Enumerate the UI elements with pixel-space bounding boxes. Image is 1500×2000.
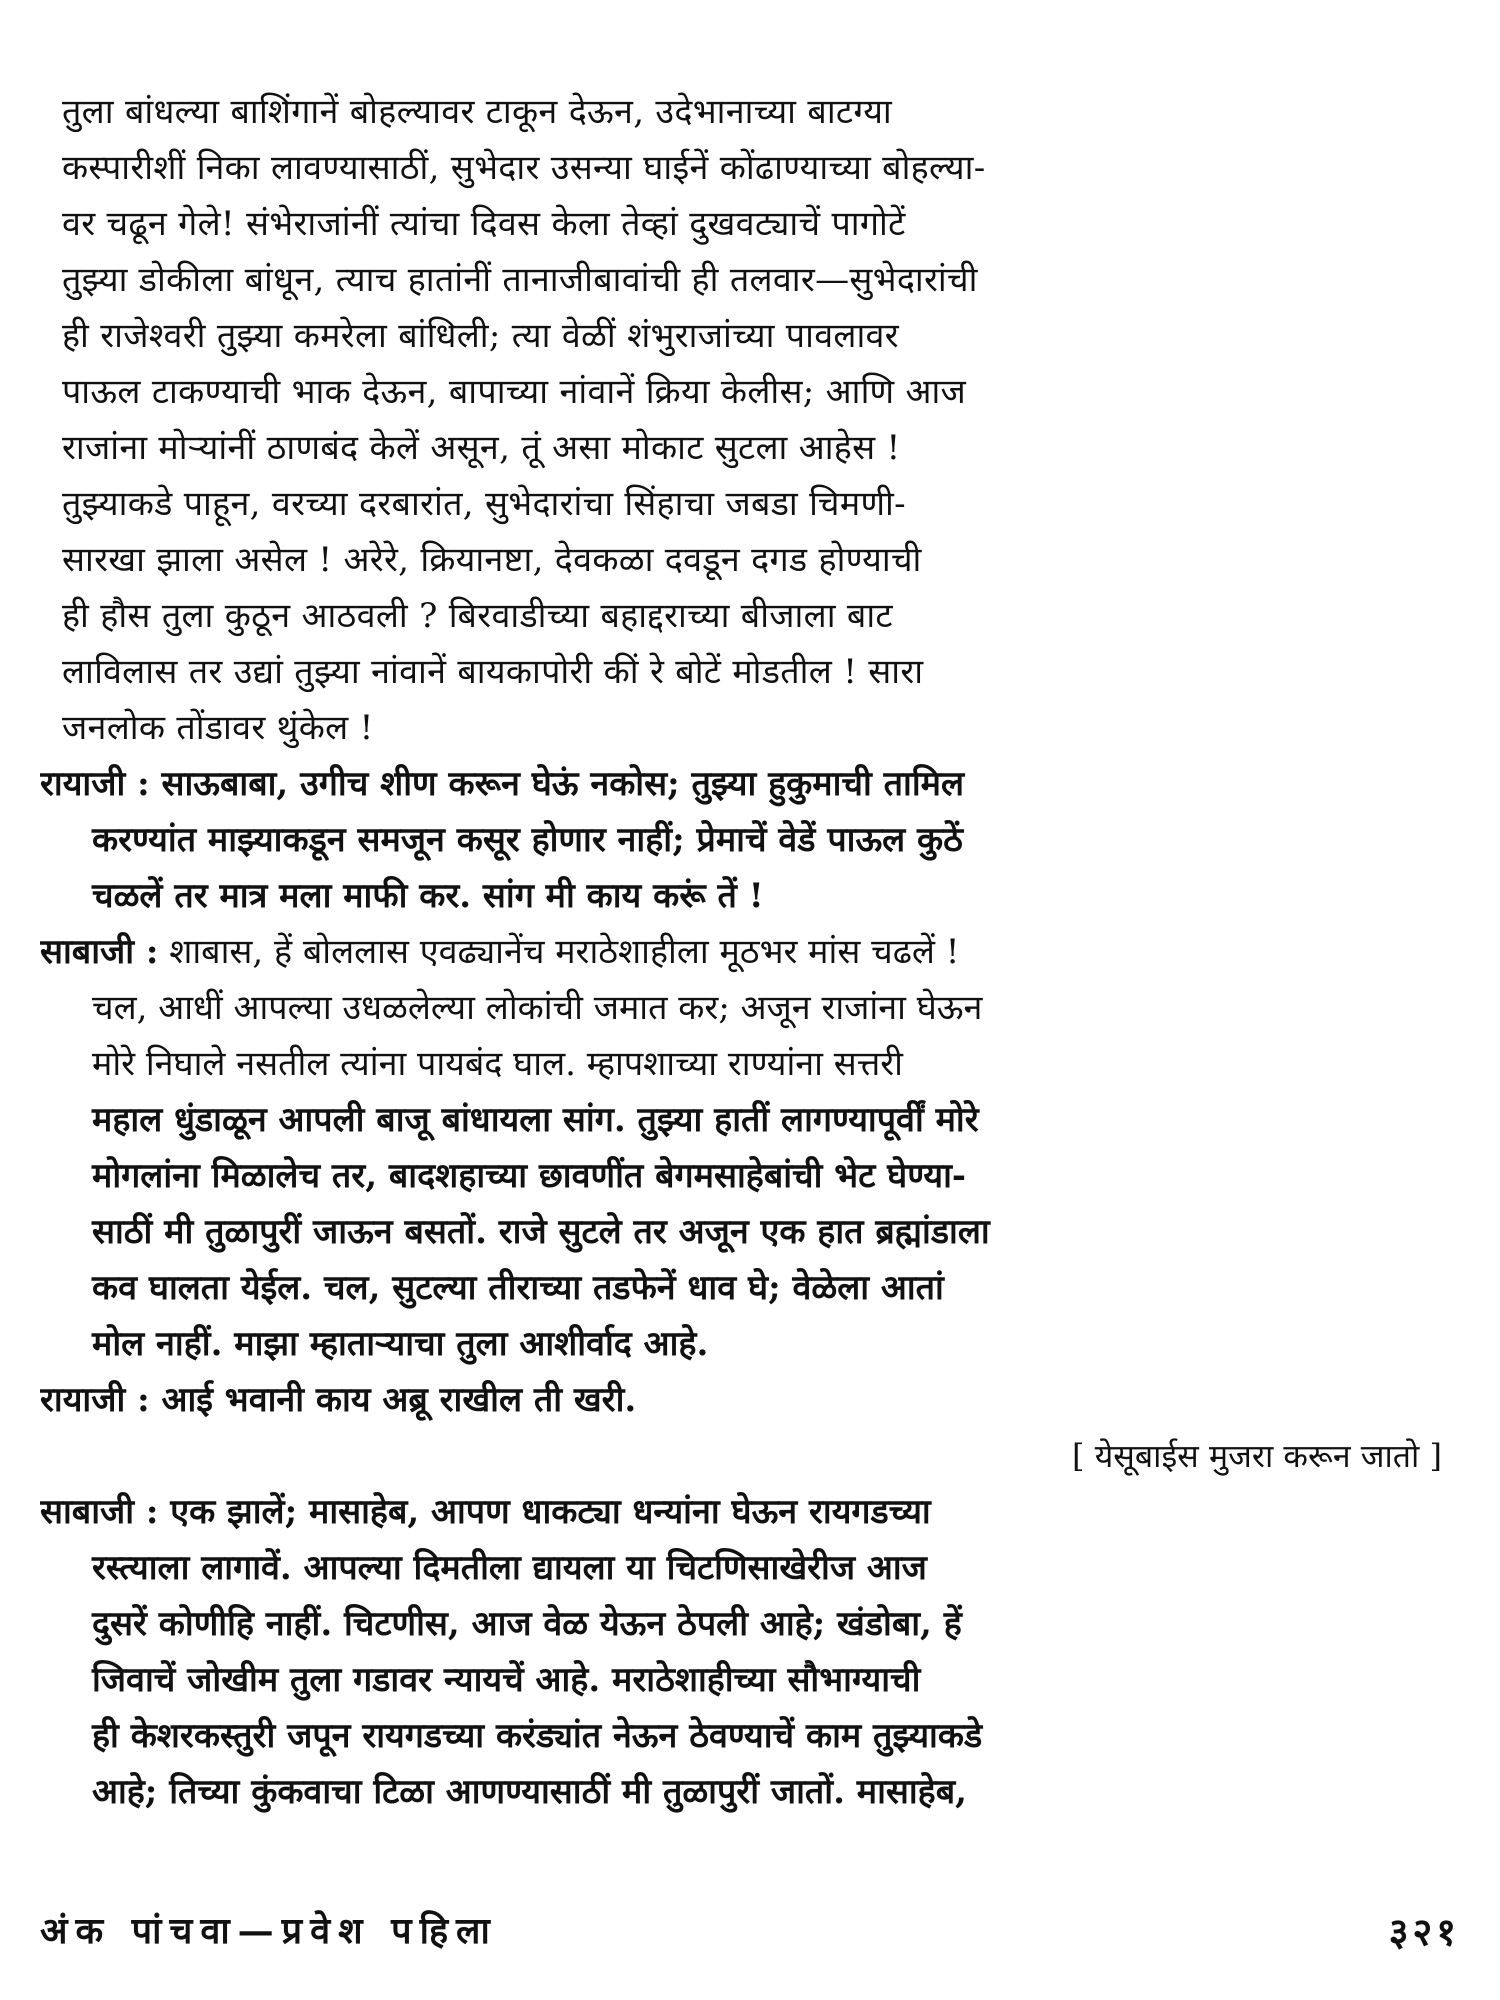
text-line: तुझ्या डोकीला बांधून, त्याच हातांनीं तानाजीबावांची ही तलवार—सुभेदारांची <box>62 260 978 300</box>
text-line: ही राजेश्वरी तुझ्या कमरेला बांधिली; त्या वेळीं शंभुराजांच्या पावलावर <box>62 316 899 356</box>
dialogue-line: करण्यांत माझ्याकडून समजून कसूर होणार नाहीं; प्रेमाचें वेडें पाऊल कुठें <box>92 820 963 860</box>
dialogue-text: आई भवानी काय अब्रू राखील ती खरी. <box>161 1380 637 1420</box>
speaker-name: रायाजी : <box>40 764 150 804</box>
text-line: राजांना मोऱ्यांनीं ठाणबंद केलें असून, तूं असा मोकाट सुटला आहेस ! <box>62 428 901 468</box>
dialogue-line: साठीं मी तुळापुरीं जाऊन बसतों. राजे सुटले तर अजून एक हात ब्रह्मांडाला <box>92 1212 990 1252</box>
dialogue-line: मोल नाहीं. माझा म्हाताऱ्याचा तुला आशीर्वाद आहे. <box>92 1324 709 1364</box>
dialogue-line: कव घालता येईल. चल, सुटल्या तीराच्या तडफेनें धाव घे; वेळेला आतां <box>92 1268 944 1308</box>
text-line: कस्पारीशीं निका लावण्यासाठीं, सुभेदार उसन्या घाईनें कोंढाण्याच्या बोहल्या- <box>62 148 986 188</box>
dialogue-line: मोरे निघाले नसतील त्यांना पायबंद घाल. म्हापशाच्या राण्यांना सत्तरी <box>92 1044 903 1084</box>
dialogue-line: आहे; तिच्या कुंकवाचा टिळा आणण्यासाठीं मी तुळापुरीं जातों. मासाहेब, <box>92 1772 967 1812</box>
speaker-name: साबाजी : <box>40 1492 159 1532</box>
dialogue-line: चळलें तर मात्र मला माफी कर. सांग मी काय करूं तें ! <box>92 876 764 916</box>
text-line: जनलोक तोंडावर थुंकेल ! <box>62 708 374 748</box>
dialogue-text: शाबास, हें बोललास एवढ्यानेंच मराठेशाहीला मूठभर मांस चढलें ! <box>169 932 960 972</box>
speaker-name: रायाजी : <box>40 1380 150 1420</box>
dialogue-line: जिवाचें जोखीम तुला गडावर न्यायचें आहे. मराठेशाहीच्या सौभाग्याची <box>92 1660 921 1700</box>
text-line: सारखा झाला असेल ! अरेरे, क्रियानष्टा, देवकळा दवडून दगड होण्याची <box>62 540 922 580</box>
dialogue-first-line <box>40 1372 1452 1428</box>
dialogue-line: मोगलांना मिळालेच तर, बादशहाच्या छावणींत बेगमसाहेबांची भेट घेण्या- <box>92 1156 967 1196</box>
dialogue-line: रस्त्याला लागावें. आपल्या दिमतीला द्यायला या चिटणिसाखेरीज आज <box>92 1548 927 1588</box>
dialogue-line: महाल धुंडाळून आपली बाजू बांधायला सांग. तुझ्या हातीं लागण्यापूर्वीं मोरे <box>92 1100 979 1140</box>
dialogue-first-line <box>40 1484 1452 1540</box>
dialogue-first-line <box>40 756 1452 812</box>
page-number: ३२१ <box>1388 1909 1460 1954</box>
play-text <box>40 84 1452 1820</box>
text-line: पाऊल टाकण्याची भाक देऊन, बापाच्या नांवानें क्रिया केलीस; आणि आज <box>62 372 967 412</box>
text-line: वर चढून गेले! संभेराजांनीं त्यांचा दिवस केला तेव्हां दुखवट्याचें पागोटें <box>62 204 906 244</box>
dialogue-line: चल, आधीं आपल्या उधळलेल्या लोकांची जमात कर; अजून राजांना घेऊन <box>92 988 983 1028</box>
text-line: तुझ्याकडे पाहून, वरच्या दरबारांत, सुभेदारांचा सिंहाचा जबडा चिमणी- <box>62 484 906 524</box>
dialogue-line: दुसरें कोणीहि नाहीं. चिटणीस, आज वेळ येऊन ठेपली आहे; खंडोबा, हें <box>92 1604 962 1644</box>
text-line: ही हौस तुला कुठून आठवली ? बिरवाडीच्या बहाद्दराच्या बीजाला बाट <box>62 596 893 636</box>
dialogue-rayaji-1 <box>40 756 1452 924</box>
dialogue-sabaji-2 <box>40 1484 1452 1820</box>
dialogue-line: ही केशरकस्तुरी जपून रायगडच्या करंड्यांत नेऊन ठेवण्याचें काम तुझ्याकडे <box>92 1716 983 1756</box>
dialogue-first-line <box>40 924 1452 980</box>
dialogue-rayaji-2 <box>40 1372 1452 1428</box>
dialogue-text: एक झालें; मासाहेब, आपण धाकट्या धन्यांना घेऊन रायगडच्या <box>170 1492 931 1532</box>
stage-direction: [ येसूबाईस मुजरा करून जातो ] <box>1072 1437 1442 1475</box>
page-footer <box>40 1905 1460 1955</box>
dialogue-text: साऊबाबा, उगीच शीण करून घेऊं नकोस; तुझ्या हुकुमाची तामिल <box>161 764 965 804</box>
running-title: अंक पांचवा—प्रवेश पहिला <box>40 1910 498 1952</box>
text-line: तुला बांधल्या बाशिंगानें बोहल्यावर टाकून देऊन, उदेभानाच्या बाटग्या <box>62 92 893 132</box>
text-line: लाविलास तर उद्यां तुझ्या नांवानें बायकापोरी कीं रे बोटें मोडतील ! सारा <box>62 652 924 692</box>
dialogue-sabaji-1 <box>40 924 1452 1372</box>
speaker-name: साबाजी : <box>40 932 159 972</box>
